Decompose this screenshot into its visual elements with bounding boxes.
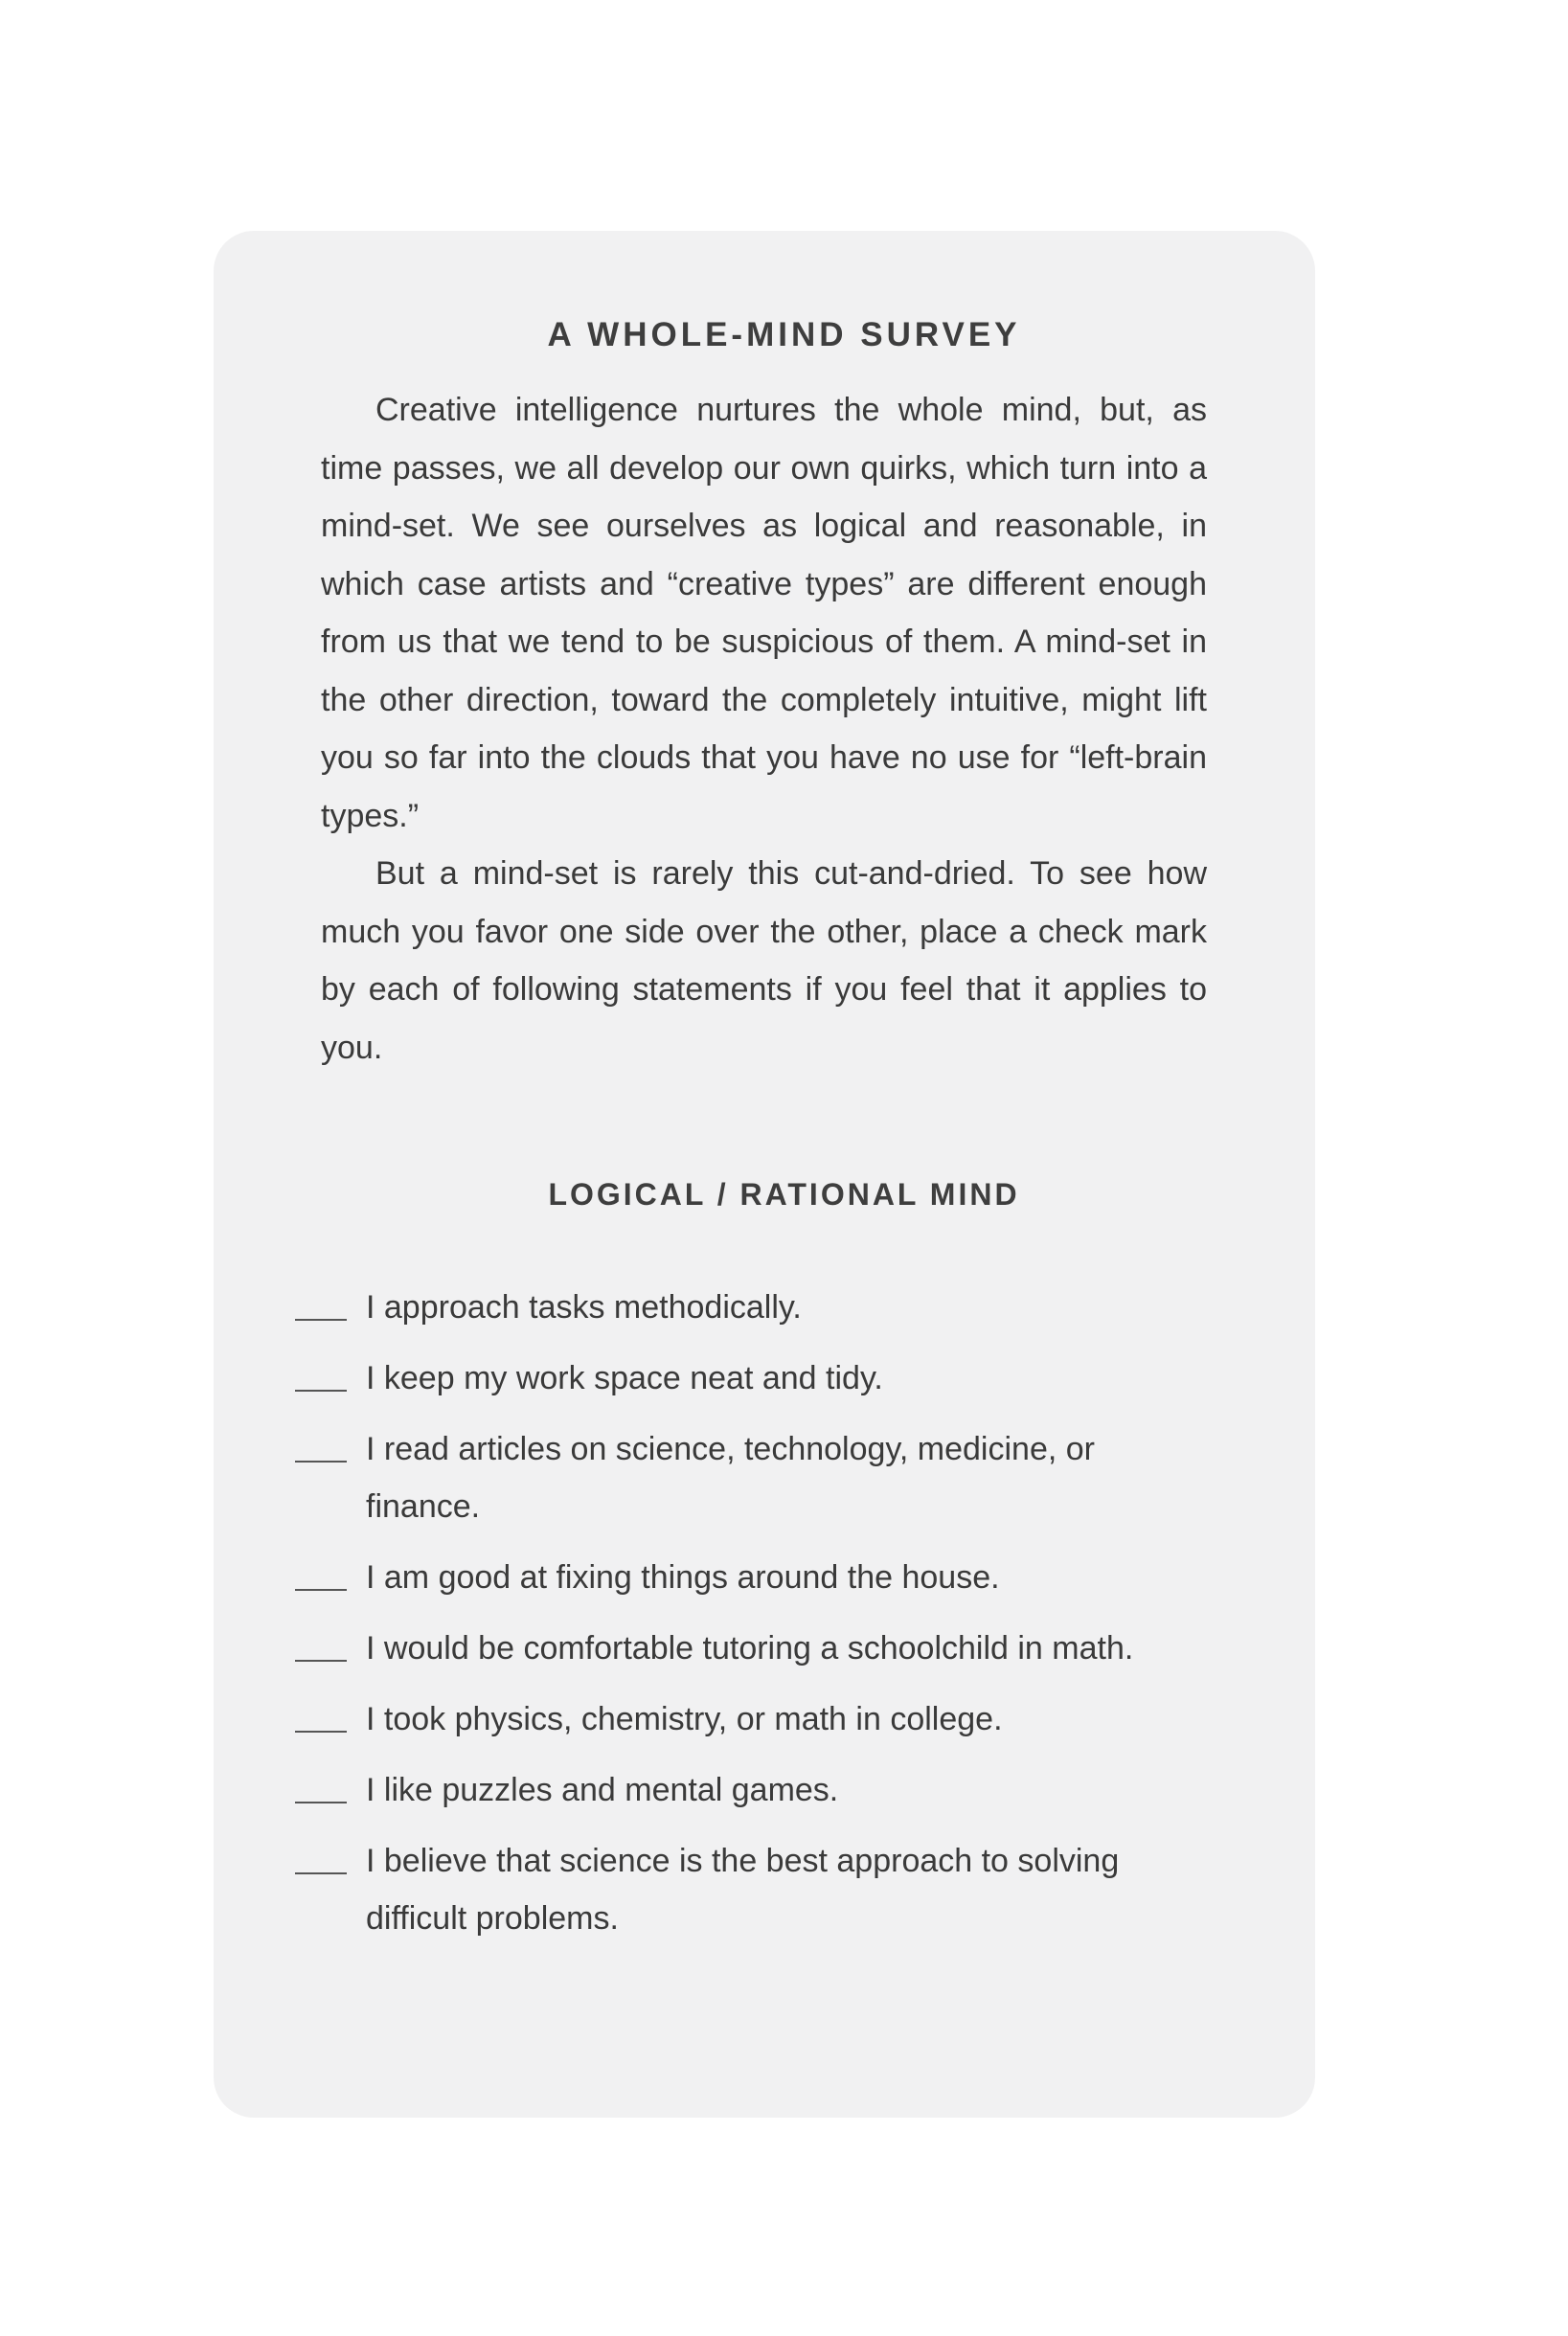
check-blank[interactable] [295,1690,347,1733]
section-title: LOGICAL / RATIONAL MIND [548,1177,1020,1212]
check-blank[interactable] [295,1279,347,1321]
check-blank[interactable] [295,1620,347,1662]
check-blank[interactable] [295,1832,347,1874]
checklist-item-text: I like puzzles and mental games. [366,1772,839,1808]
checklist-item-text: I would be comfortable tutoring a schoolchild in math. [366,1630,1134,1667]
checklist-item [295,1279,1215,1336]
checklist-item-text: I believe that science is the best approach to solving difficult problems. [366,1843,1120,1937]
checklist-item-text: I read articles on science, technology, medicine, or finance. [366,1431,1095,1525]
check-blank[interactable] [295,1420,347,1463]
check-blank[interactable] [295,1349,347,1392]
checklist-item [295,1761,1215,1819]
checklist-item-text: I am good at fixing things around the house. [366,1559,1000,1596]
check-blank[interactable] [295,1549,347,1591]
survey-title: A WHOLE-MIND SURVEY [547,316,1021,353]
checklist-item [295,1420,1215,1535]
checklist-item-text: I keep my work space neat and tidy. [366,1360,883,1396]
checklist-item [295,1549,1215,1606]
checklist-item-text: I took physics, chemistry, or math in college. [366,1701,1003,1737]
checklist-item [295,1349,1215,1407]
checklist [295,1279,1215,1961]
checklist-item [295,1690,1215,1748]
survey-intro [321,381,1207,1077]
intro-paragraph-2: But a mind-set is rarely this cut-and-dried. To see how much you favor one side over the other, place a check mark by each of following statements if you feel that it applies to you. [321,855,1207,1066]
intro-paragraph-1: Creative intelligence nurtures the whole mind, but, as time passes, we all develop our own quirks, which turn into a mind-set. We see ourselves as logical and reasonable, in which case artists and “creative types” are different enough from us that we tend to be suspicious of them. A mind-set in the other direction, toward the completely intuitive, might lift you so far into the clouds that you have no use for “left-brain types.” [321,392,1207,834]
checklist-item [295,1620,1215,1677]
checklist-item [295,1832,1215,1947]
checklist-item-text: I approach tasks methodically. [366,1289,802,1326]
check-blank[interactable] [295,1761,347,1803]
